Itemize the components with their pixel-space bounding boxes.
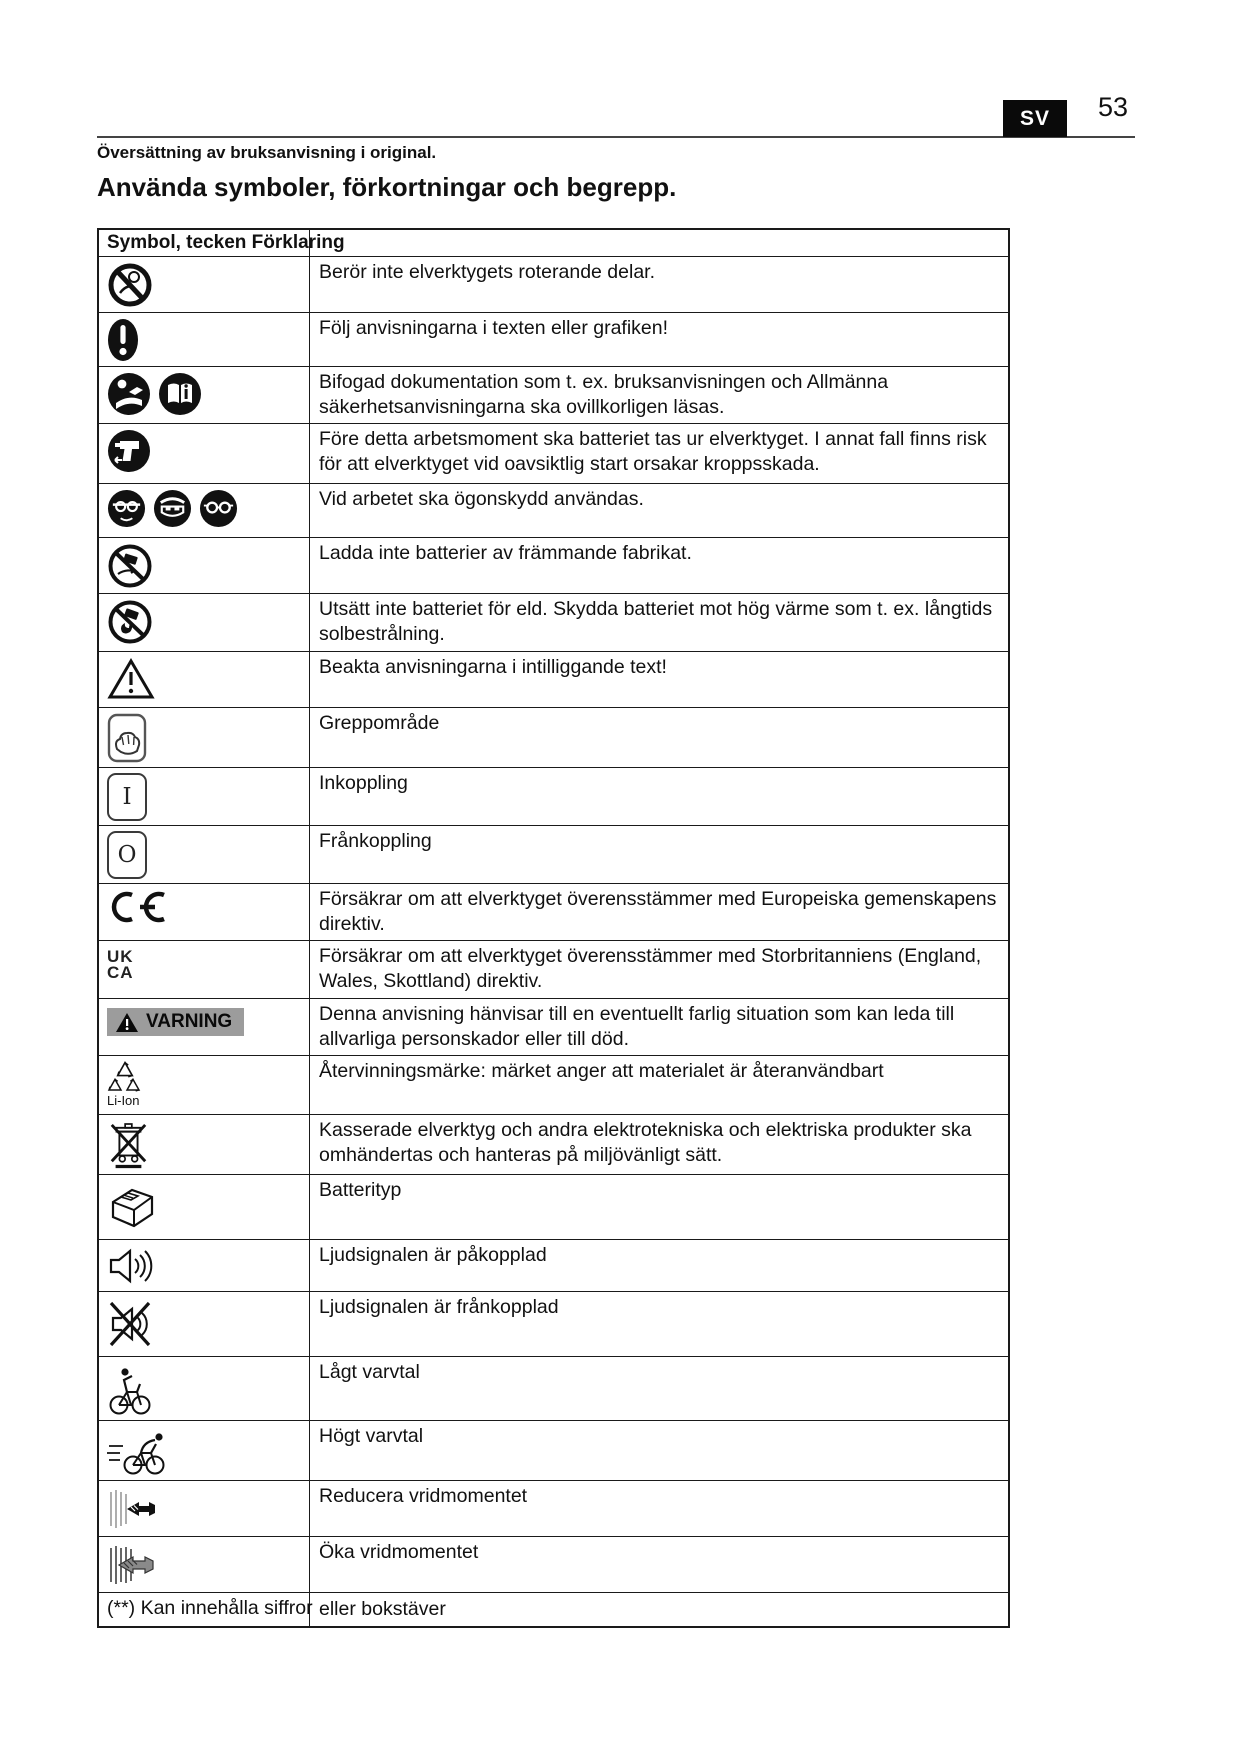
reduce-torque-icon [107,1486,159,1532]
footer-note-left: (**) Kan innehålla siffror [99,1593,310,1626]
explanation: Beakta anvisningarna i intilliggande text! [319,656,667,678]
explanation: Berör inte elverktygets roterande delar. [319,261,656,283]
increase-torque-icon [107,1542,159,1588]
language-badge: SV [1003,100,1067,137]
explanation: Kasserade elverktyg och andra elektrotekniska och elektriska produkter ska omhändertas och hanteras på miljövänligt sätt. [319,1119,972,1166]
ce-mark-icon [107,889,169,925]
grip-area-icon [107,713,147,763]
table-row [99,256,1008,312]
table-row [99,366,1008,423]
footer-note-right: eller bokstäver [319,1598,446,1620]
recycling-icon [107,1061,141,1108]
table-row [99,1356,1008,1420]
table-header-row [99,230,1008,256]
safety-goggles-icon [107,489,146,528]
symbols-table [97,228,1010,1628]
follow-instructions-icon [107,318,139,362]
explanation: Ljudsignalen är frånkopplad [319,1296,559,1318]
table-header-label: Symbol, tecken Förklaring [99,230,310,256]
table-row [99,825,1008,883]
table-row [99,1480,1008,1536]
table-row [99,1174,1008,1239]
remove-battery-before-work-icon [107,429,151,473]
explanation: Försäkrar om att elverktyget överensstämmer med Storbritanniens (England, Wales, Skottland) direktiv. [319,945,982,992]
explanation: Öka vridmomentet [319,1541,479,1563]
doc-title: Använda symboler, förkortningar och begrepp. [97,172,677,202]
table-row [99,767,1008,825]
explanation: Lågt varvtal [319,1361,420,1383]
explanation: Ladda inte batterier av främmande fabrikat. [319,542,692,564]
explanation: Inkoppling [319,772,408,794]
explanation: Ljudsignalen är påkopplad [319,1244,547,1266]
table-row [99,707,1008,767]
table-row [99,312,1008,366]
explanation: Reducera vridmomentet [319,1485,528,1507]
switch-on-icon: I [107,773,147,821]
table-footer-row [99,1592,1008,1626]
table-row [99,423,1008,483]
table-row [99,1536,1008,1592]
explanation: Högt varvtal [319,1425,424,1447]
warning-triangle-icon [115,1012,139,1033]
explanation: Följ anvisningarna i texten eller grafiken! [319,317,669,339]
explanation: Försäkrar om att elverktyget överensstämmer med Europeiska gemenskapens direktiv. [319,888,997,935]
table-row [99,940,1008,998]
doc-subtitle: Översättning av bruksanvisning i original. [97,143,437,162]
ukca-mark-icon: UK CA [107,947,134,982]
no-fire-heat-icon [107,599,153,645]
explanation: Återvinningsmärke: märket anger att materialet är återanvändbart [319,1060,884,1082]
general-warning-triangle-icon [107,657,155,701]
explanation: Vid arbetet ska ögonskydd användas. [319,488,644,510]
table-row [99,998,1008,1055]
explanation: Denna anvisning hänvisar till en eventuellt farlig situation som kan leda till allvarliga personskador eller till död. [319,1003,955,1050]
table-row [99,1420,1008,1480]
table-row [99,883,1008,940]
table-row [99,1291,1008,1356]
general-safety-instructions-icon [158,372,202,416]
sound-on-icon [107,1245,153,1287]
varning-badge [107,1008,244,1036]
explanation: Före detta arbetsmoment ska batteriet tas ur elverktyget. I annat fall finns risk för att elverktyget vid oavsiktlig start orsakar kroppsskada. [319,428,987,475]
switch-off-icon: O [107,831,147,879]
no-foreign-battery-charging-icon [107,543,153,589]
high-speed-cyclist-icon [107,1426,167,1476]
header-rule [97,136,1135,138]
read-operating-manual-icon [107,372,151,416]
explanation: Greppområde [319,712,440,734]
sound-off-icon [107,1297,155,1351]
explanation: Frånkoppling [319,830,432,852]
table-row [99,537,1008,593]
explanation: Utsätt inte batteriet för eld. Skydda batteriet mot hög värme som t. ex. långtids solbestrålning. [319,598,993,645]
table-row [99,1055,1008,1114]
li-ion-caption: Li-Ion [107,1093,140,1108]
table-row [99,651,1008,707]
eye-protection-icon [199,489,238,528]
face-shield-icon [153,489,192,528]
explanation: Batterityp [319,1179,402,1201]
no-touch-rotating-parts-icon [107,262,153,308]
battery-pack-icon [107,1180,157,1232]
varning-label: VARNING [146,1011,233,1032]
explanation: Bifogad dokumentation som t. ex. bruksanvisningen och Allmänna säkerhetsanvisningarna ska ovillkorligen läsas. [319,371,889,418]
table-row [99,1239,1008,1291]
weee-crossed-bin-icon [107,1120,149,1170]
table-row [99,593,1008,651]
table-row [99,483,1008,537]
low-speed-cyclist-icon [107,1362,153,1416]
table-row [99,1114,1008,1174]
page-number: 53 [1098,92,1129,122]
